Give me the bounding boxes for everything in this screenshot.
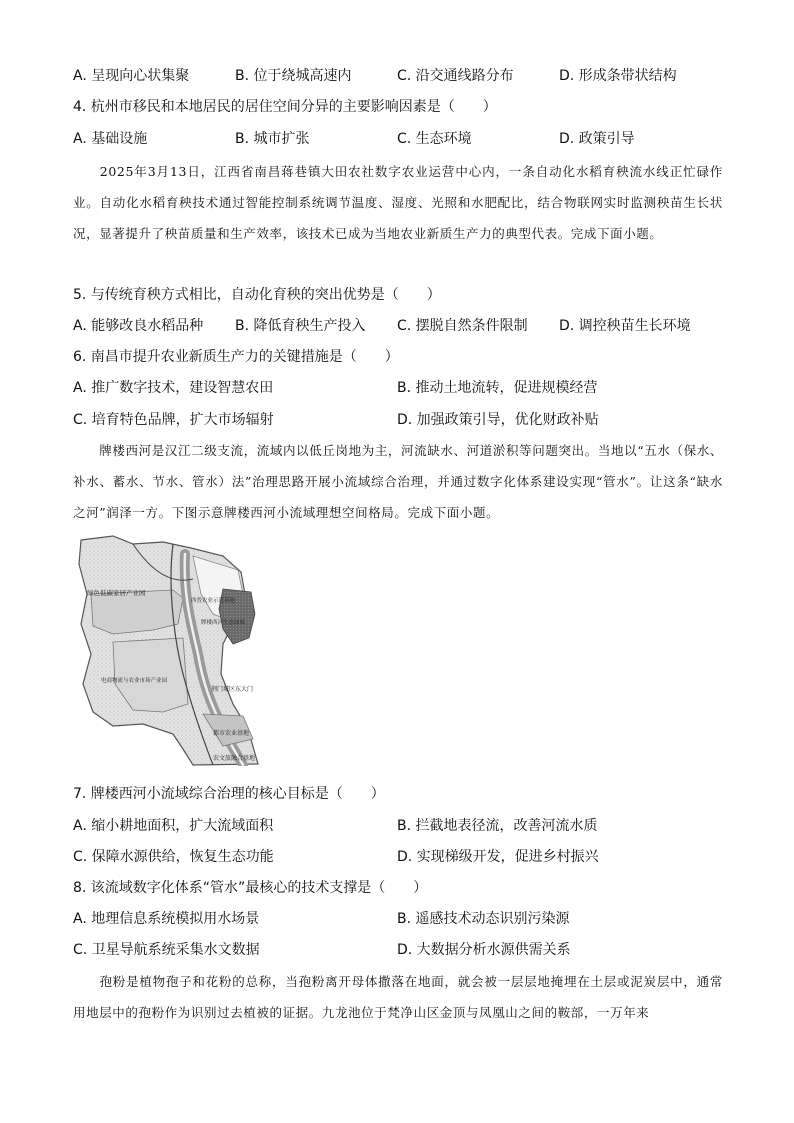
map-label-east-gate: 荆门城区东大门 xyxy=(211,686,254,693)
map-label-low-carbon-park: 绿色低碳家居产业园 xyxy=(87,589,146,597)
q6-option-b: B. 推动土地流转，促进规模经营 xyxy=(397,380,598,396)
q5-option-d: D. 调控秧苗生长环境 xyxy=(559,318,691,334)
q5-option-c: C. 摆脱自然条件限制 xyxy=(397,318,528,334)
q8-stem: 8. 该流域数字化体系“管水”最核心的技术支撑是（ ） xyxy=(73,880,428,896)
map-label-agri-tourism: 农文旅融合基地 xyxy=(213,755,256,762)
q6-option-a: A. 推广数字技术，建设智慧农田 xyxy=(73,380,274,396)
q7-option-a: A. 缩小耕地面积，扩大流域面积 xyxy=(73,818,274,834)
q3-option-c: C. 沿交通线路分布 xyxy=(397,68,514,84)
q7-option-c: C. 保障水源供给，恢复生态功能 xyxy=(73,849,274,865)
passage-2-text: 牌楼西河是汉江二级支流，流域内以低丘岗地为主，河流缺水、河道淤积等问题突出。当地以“五水（保水、补水、蓄水、节水、管水）法”治理思路开展小流域综合治理，并通过数字化体系建设实现“管水”。让这条“缺水之河”润泽一方。下图示意牌楼西河小流域理想空间格局。完成下面小题。 xyxy=(73,443,723,520)
passage-2 xyxy=(73,435,723,528)
q8-option-d: D. 大数据分析水源供需关系 xyxy=(397,942,571,958)
watershed-map xyxy=(73,534,273,766)
q7-option-b: B. 拦截地表径流，改善河流水质 xyxy=(397,818,598,834)
q5-stem: 5. 与传统育秧方式相比，自动化育秧的突出优势是（ ） xyxy=(73,287,441,303)
q3-option-b: B. 位于绕城高速内 xyxy=(235,68,352,84)
passage-1-text: 2025年3月13日，江西省南昌蒋巷镇大田农社数字农业运营中心内，一条自动化水稻育秧流水线正忙碌作业。自动化水稻育秧技术通过智能控制系统调节温度、湿度、光照和水肥配比，结合物联网实时监测秧苗生长状况，显著提升了秧苗质量和生产效率，该技术已成为当地农业新质生产力的典型代表。完成下面小题。 xyxy=(73,164,723,241)
q4-stem: 4. 杭州市移民和本地居民的居住空间分异的主要影响因素是（ ） xyxy=(73,99,497,115)
passage-3-text: 孢粉是植物孢子和花粉的总称，当孢粉离开母体撒落在地面，就会被一层层地掩埋在土层或泥炭层中，通常用地层中的孢粉作为识别过去植被的证据。九龙池位于梵净山区金顶与凤凰山之间的鞍部，一万年来 xyxy=(73,974,723,1020)
q6-option-d: D. 加强政策引导，优化财政补贴 xyxy=(397,412,599,428)
q5-option-a: A. 能够改良水稻品种 xyxy=(73,318,204,334)
q6-stem: 6. 南昌市提升农业新质生产力的关键措施是（ ） xyxy=(73,349,399,365)
passage-1 xyxy=(73,156,723,249)
map-label-urban-agri: 都市农业基地 xyxy=(213,730,250,737)
map-label-eco-corridor: 牌楼西河生态绿廊 xyxy=(201,620,246,626)
watershed-map-svg xyxy=(73,534,273,766)
q7-option-d: D. 实现梯级开发，促进乡村振兴 xyxy=(397,849,599,865)
q7-stem: 7. 牌楼西河小流域综合治理的核心目标是（ ） xyxy=(73,786,385,802)
q4-option-b: B. 城市扩张 xyxy=(235,131,310,147)
q4-option-a: A. 基础设施 xyxy=(73,131,148,147)
q5-option-b: B. 降低育秧生产投入 xyxy=(235,318,366,334)
map-label-ecommerce: 电商物流与农业市场产业园 xyxy=(101,678,168,684)
map-label-demo-base: 西普农业示范基地 xyxy=(191,598,236,604)
passage-3 xyxy=(73,966,723,1028)
q6-option-c: C. 培育特色品牌，扩大市场辐射 xyxy=(73,412,274,428)
q3-option-d: D. 形成条带状结构 xyxy=(559,68,677,84)
q4-option-d: D. 政策引导 xyxy=(559,131,635,147)
q4-option-c: C. 生态环境 xyxy=(397,131,472,147)
q3-option-a: A. 呈现向心状集聚 xyxy=(73,68,190,84)
q8-option-c: C. 卫星导航系统采集水文数据 xyxy=(73,942,260,958)
q8-option-a: A. 地理信息系统模拟用水场景 xyxy=(73,911,260,927)
q8-option-b: B. 遥感技术动态识别污染源 xyxy=(397,911,570,927)
